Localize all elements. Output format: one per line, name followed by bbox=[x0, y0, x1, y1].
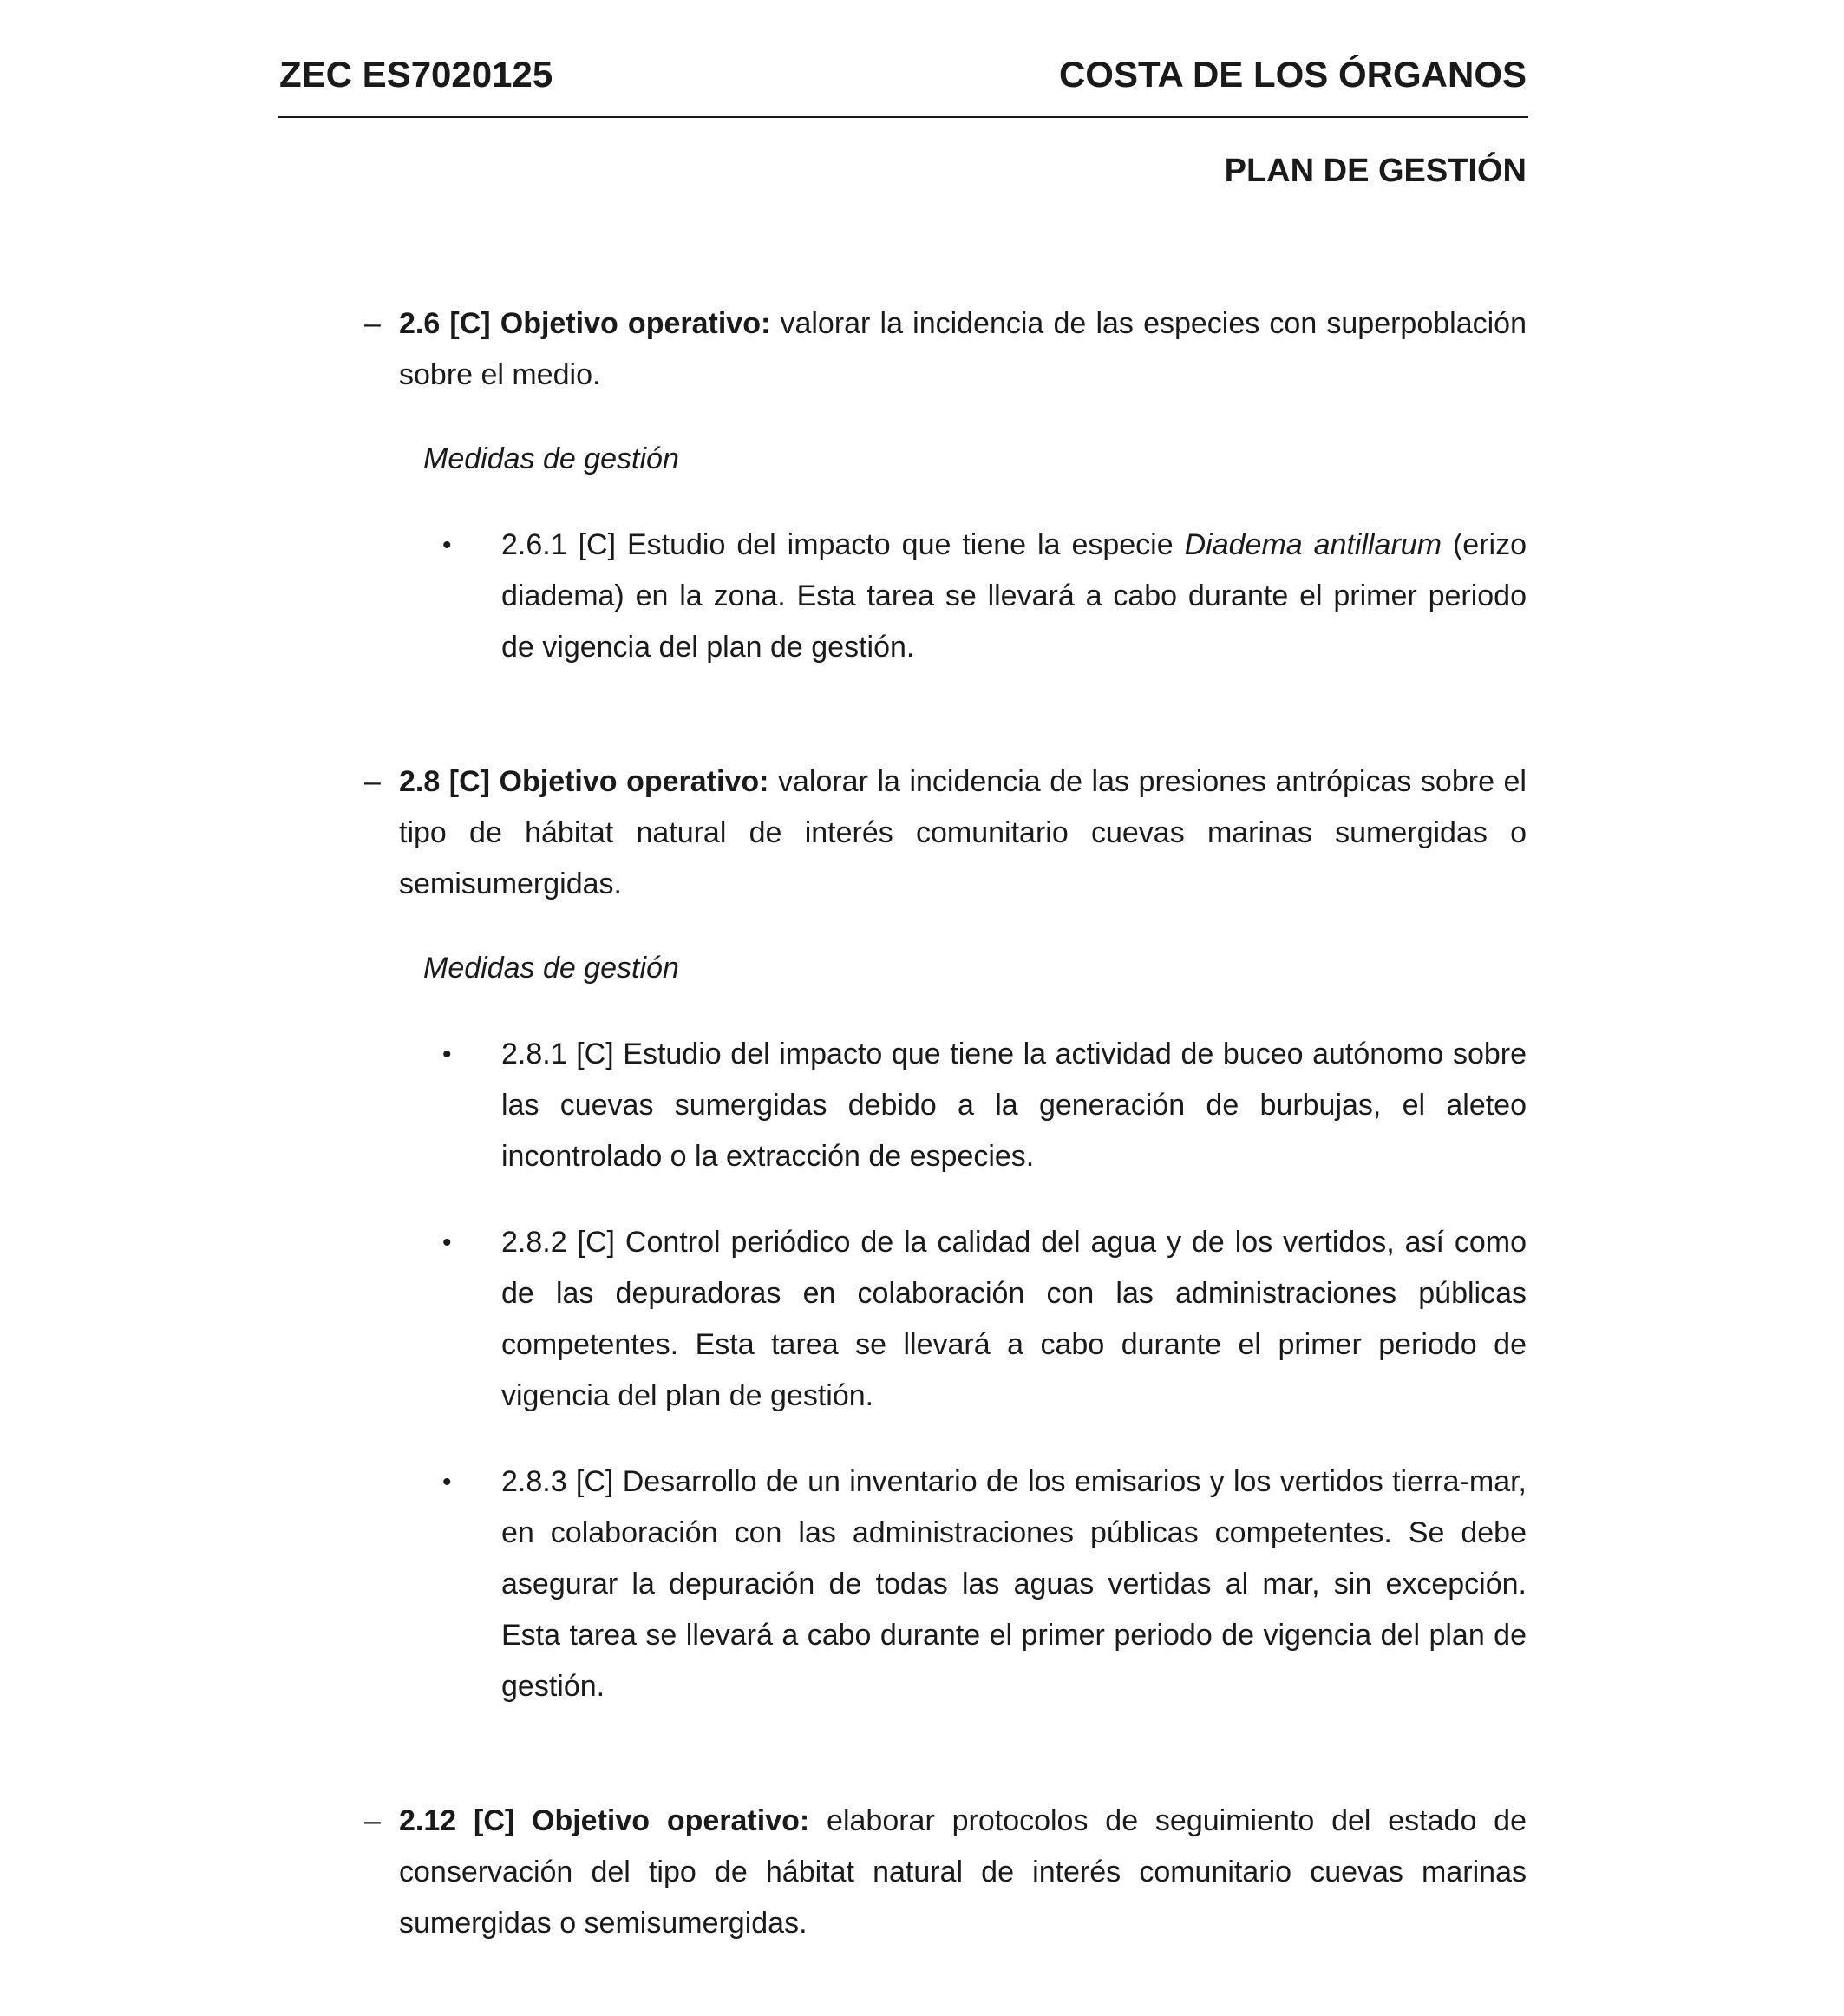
bullet-marker: • bbox=[442, 1468, 452, 1496]
medidas-label: Medidas de gestión bbox=[423, 952, 679, 985]
medidas-label: Medidas de gestión bbox=[423, 442, 679, 475]
objective-text: elaborar protocolos de seguimiento del estado de conservación del tipo de hábitat natural de interés comunitario cuevas marinas sumergidas o semisumergidas. bbox=[399, 1804, 1527, 1940]
objective-text: valorar la incidencia de las presiones antrópicas sobre el tipo de hábitat natural de interés comunitario cuevas marinas sumergidas o semisumergidas. bbox=[399, 765, 1527, 900]
measure-text: 2.8.3 [C] Desarrollo de un inventario de los emisarios y los vertidos tierra-mar, en colaboración con las administraciones públicas competentes. Se debe asegurar la depuración de todas las aguas vertidas al mar, sin excepción. Esta tarea se llevará a cabo durante el primer periodo de vigencia del plan de gestión. bbox=[501, 1465, 1527, 1703]
measure-text: 2.8.1 [C] Estudio del impacto que tiene la actividad de buceo autónomo sobre las cuevas sumergidas debido a la generación de burbujas, el aleteo incontrolado o la extracción de especies. bbox=[501, 1037, 1527, 1173]
bullet-marker: • bbox=[442, 531, 452, 560]
dash-marker: – bbox=[364, 765, 381, 798]
measure-text-cont: (erizo diadema) en la zona. Esta tarea se llevará a cabo durante el primer periodo de vigencia del plan de gestión. bbox=[501, 528, 1527, 664]
measure-2-6-1 bbox=[364, 520, 1527, 673]
objective-code: 2.8 [C] Objetivo operativo: bbox=[399, 765, 769, 798]
section-spacer bbox=[364, 1712, 1527, 1796]
objective-2-12 bbox=[364, 1796, 1527, 1949]
objective-text: valorar la incidencia de las especies con superpoblación sobre el medio. bbox=[399, 307, 1527, 391]
objective-2-8 bbox=[364, 756, 1527, 910]
header-site-code: ZEC ES7020125 bbox=[279, 54, 553, 95]
objective-code: 2.6 [C] Objetivo operativo: bbox=[399, 307, 771, 340]
header-site-name: COSTA DE LOS ÓRGANOS bbox=[1058, 54, 1527, 95]
page-header bbox=[279, 50, 1527, 99]
header-rule bbox=[278, 116, 1528, 118]
objective-2-6 bbox=[364, 298, 1527, 401]
document-body bbox=[364, 298, 1527, 1949]
page-subheader: PLAN DE GESTIÓN bbox=[1224, 153, 1527, 189]
bullet-marker: • bbox=[442, 1040, 452, 1069]
species-name: Diadema antillarum bbox=[1184, 528, 1442, 561]
measure-2-8-2 bbox=[364, 1217, 1527, 1422]
objective-code: 2.12 [C] Objetivo operativo: bbox=[399, 1804, 810, 1837]
measure-2-8-1 bbox=[364, 1029, 1527, 1182]
measure-2-8-3 bbox=[364, 1456, 1527, 1712]
dash-marker: – bbox=[364, 307, 381, 340]
dash-marker: – bbox=[364, 1804, 381, 1837]
measure-text: 2.8.2 [C] Control periódico de la calidad del agua y de los vertidos, así como de las depuradoras en colaboración con las administraciones públicas competentes. Esta tarea se llevará a cabo durante el primer periodo de vigencia del plan de gestión. bbox=[501, 1226, 1527, 1412]
section-spacer bbox=[364, 673, 1527, 756]
bullet-marker: • bbox=[442, 1228, 452, 1257]
measure-text: 2.6.1 [C] Estudio del impacto que tiene la especie bbox=[501, 528, 1185, 561]
